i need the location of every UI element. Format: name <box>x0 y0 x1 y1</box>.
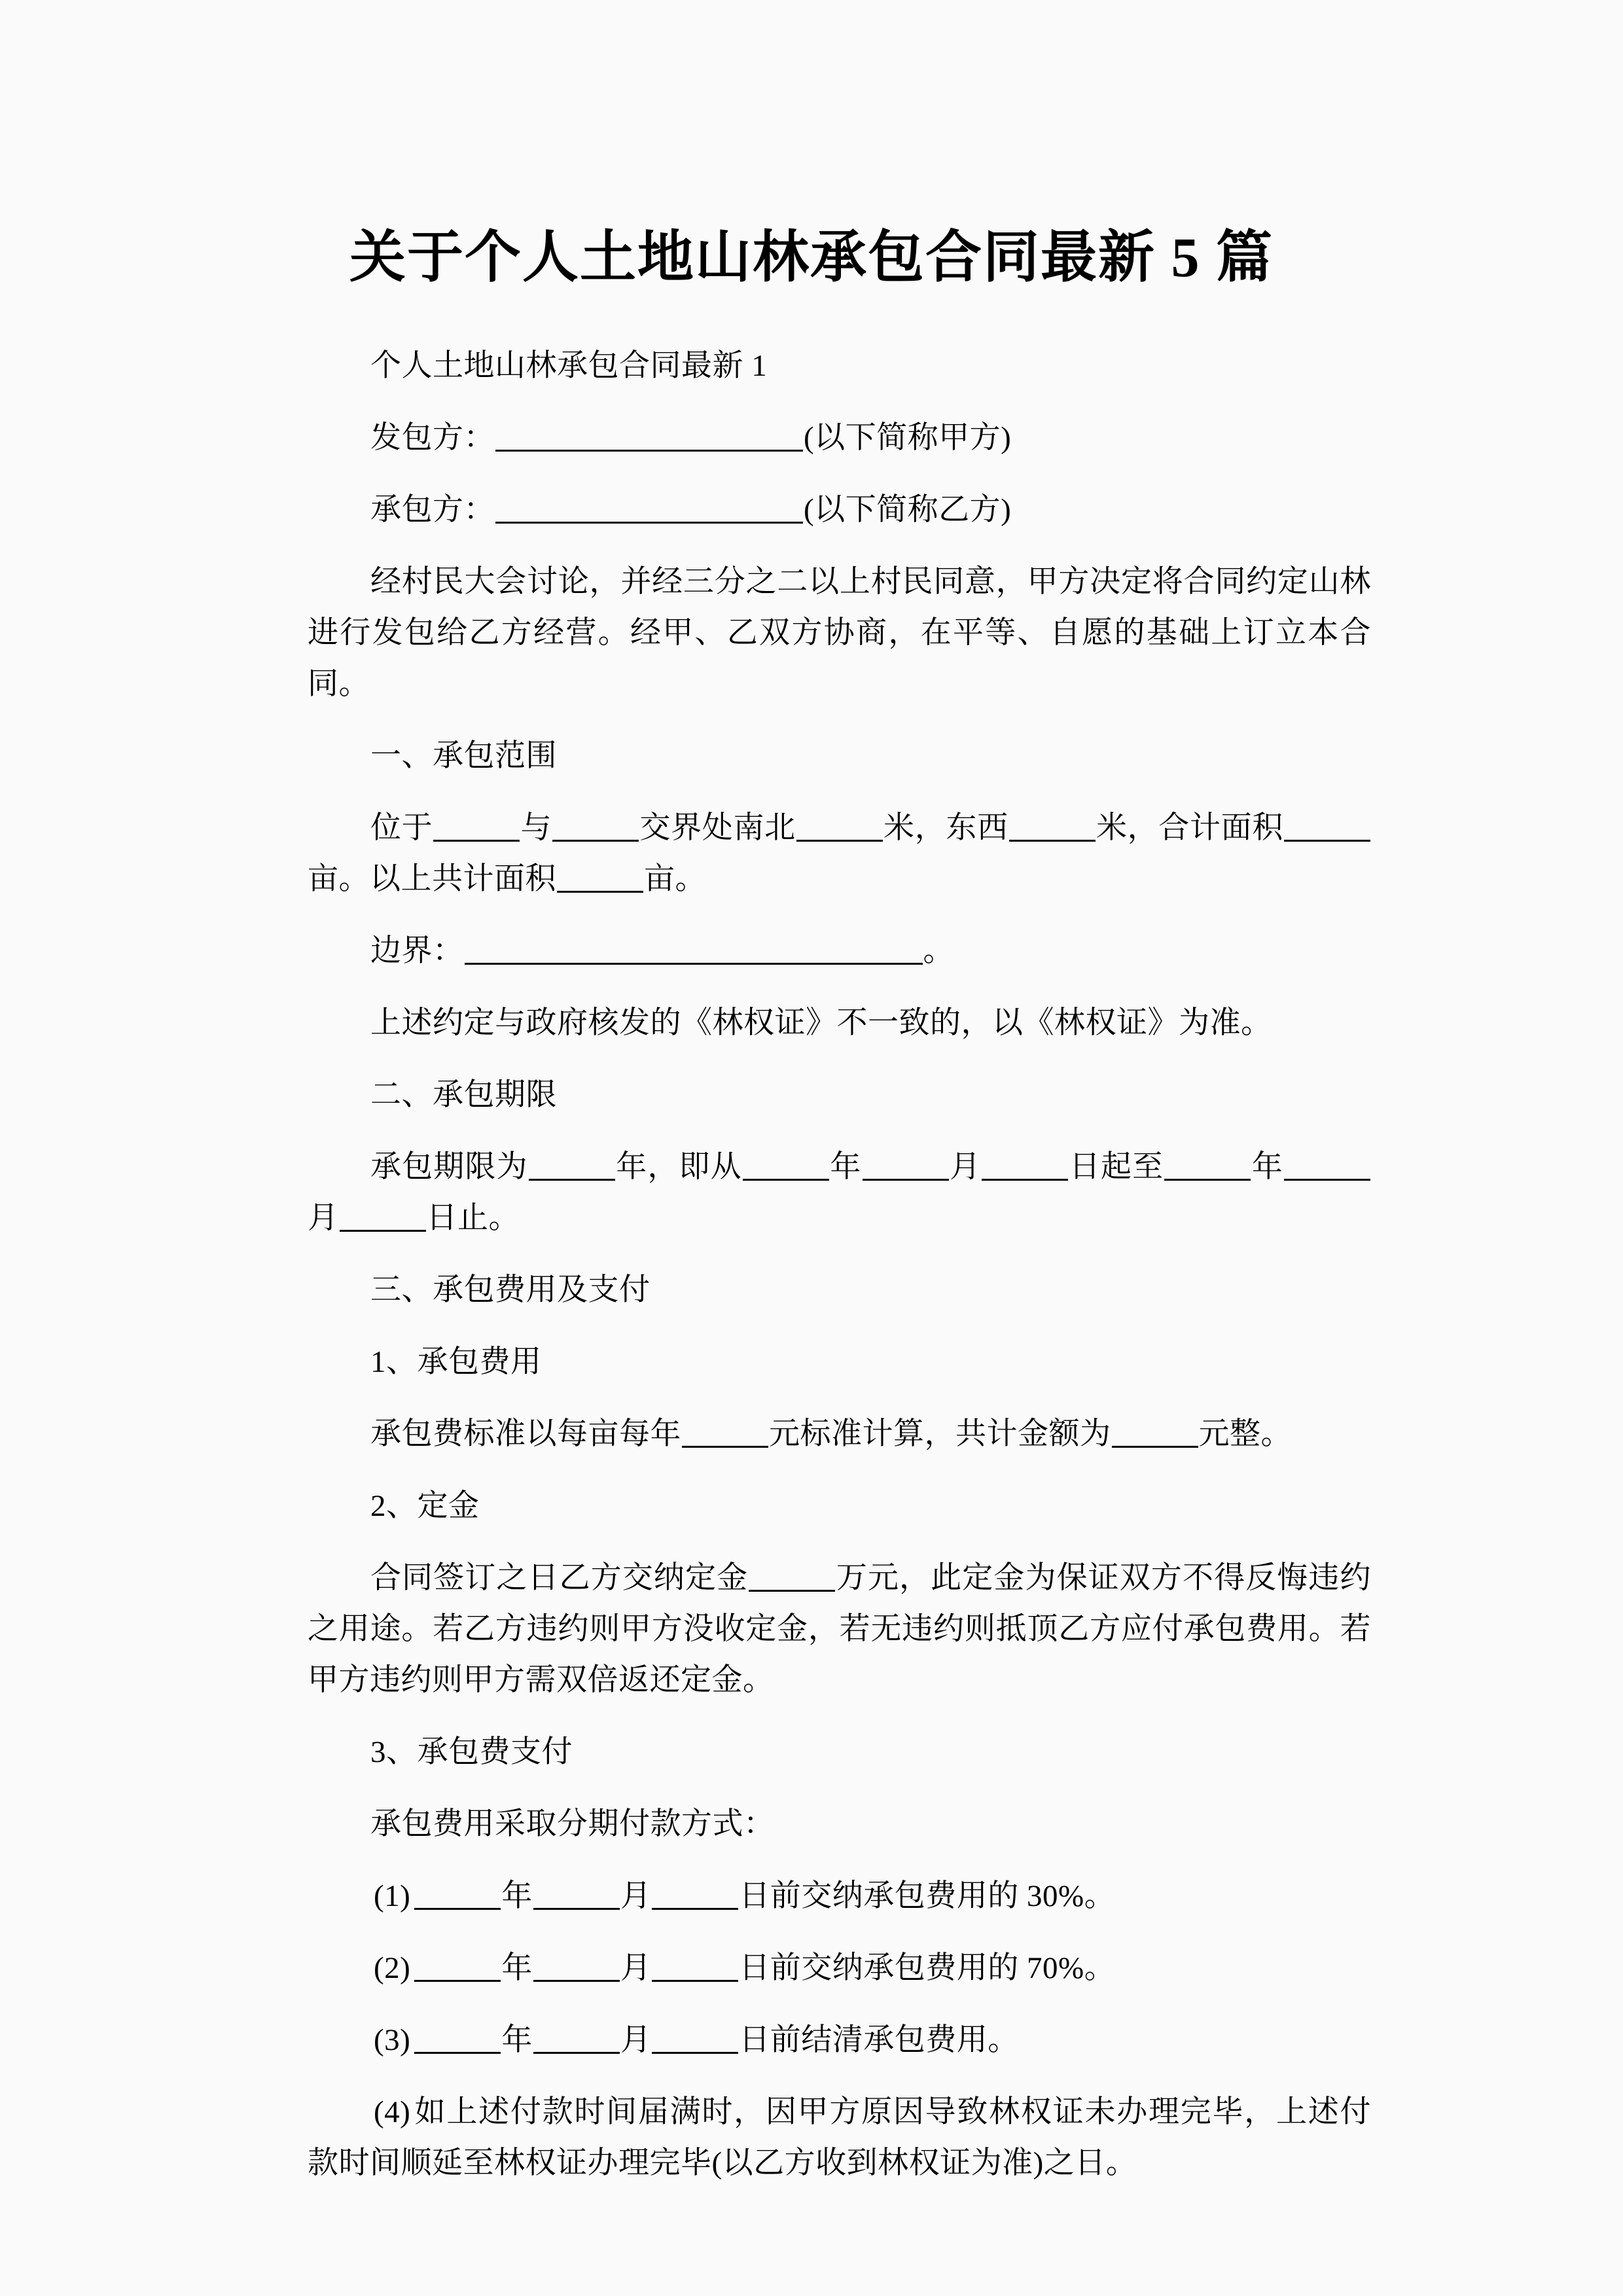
payment-3-blank-year[interactable] <box>414 2023 501 2054</box>
fee-standard-line <box>308 1408 1371 1460</box>
term-blank-end-year[interactable] <box>1164 1150 1251 1181</box>
payment-2-blank-day[interactable] <box>652 1951 738 1982</box>
term-text-8: 日止。 <box>426 1201 520 1235</box>
payment-item-2-marker: (2) <box>374 1951 411 1985</box>
fee-text-3: 元整。 <box>1198 1417 1292 1451</box>
payment-1-text-3: 日前交纳承包费用的 30%。 <box>739 1879 1116 1913</box>
payment-3-text-2: 月 <box>620 2023 652 2057</box>
payment-item-3-marker: (3) <box>374 2023 411 2057</box>
scope-text-2: 与 <box>520 811 552 845</box>
term-text-1: 承包期限为 <box>370 1150 528 1184</box>
term-text-5: 日起至 <box>1069 1150 1164 1184</box>
payment-item-1 <box>308 1871 1371 1922</box>
boundary-blank[interactable] <box>465 934 923 965</box>
term-text-3: 年 <box>829 1150 862 1184</box>
scope-blank-1[interactable] <box>433 811 520 842</box>
term-text-4: 月 <box>949 1150 982 1184</box>
payment-3-blank-month[interactable] <box>533 2023 620 2054</box>
fee-text-2: 元标准计算，共计金额为 <box>769 1417 1111 1451</box>
deposit-blank-amount[interactable] <box>749 1561 835 1592</box>
page-title: 关于个人土地山林承包合同最新 5 篇 <box>349 225 1274 289</box>
preamble-text: 经村民大会讨论，并经三分之二以上村民同意，甲方决定将合同约定山林进行发包给乙方经营。经甲、乙双方协商，在平等、自愿的基础上订立本合同。 <box>308 565 1371 701</box>
section-1-heading-text: 一、承包范围 <box>370 739 557 773</box>
section-3-3-heading <box>308 1727 1371 1778</box>
fee-blank-per-mu[interactable] <box>682 1417 768 1448</box>
payment-item-4-text: 如上述付款时间届满时，因甲方原因导致林权证未办理完毕，上述付款时间顺延至林权证办理完毕(以乙方收到林权证为准)之日。 <box>308 2095 1371 2180</box>
payment-3-blank-day[interactable] <box>652 2023 738 2054</box>
scope-text-7: 亩。 <box>644 862 706 896</box>
payment-1-blank-month[interactable] <box>533 1879 620 1910</box>
section-3-heading-text: 三、承包费用及支付 <box>370 1273 651 1307</box>
section-1-heading <box>308 730 1371 781</box>
payment-2-blank-year[interactable] <box>414 1951 501 1982</box>
term-text-6: 年 <box>1251 1150 1283 1184</box>
boundary-line <box>308 925 1371 977</box>
payment-item-4-marker: (4) <box>374 2095 411 2129</box>
term-blank-end-day[interactable] <box>340 1201 426 1232</box>
payment-item-2 <box>308 1943 1371 1994</box>
payment-item-1-marker: (1) <box>374 1879 411 1913</box>
scope-blank-3[interactable] <box>796 811 883 842</box>
payment-intro <box>308 1799 1371 1850</box>
term-blank-start-year[interactable] <box>743 1150 829 1181</box>
deposit-text-2: 万元，此定金为保证双方不得反悔违约之用途。若乙方违约则甲方没收定金，若无违约则抵顶乙方应付承包费用。若甲方违约则甲方需双倍返还定金。 <box>308 1561 1372 1697</box>
term-text-7: 月 <box>308 1201 339 1235</box>
scope-blank-2[interactable] <box>552 811 639 842</box>
section-3-2-heading <box>308 1480 1371 1532</box>
payment-1-text-1: 年 <box>501 1879 533 1913</box>
boundary-label: 边界： <box>370 934 464 968</box>
payment-3-text-1: 年 <box>501 2023 533 2057</box>
scope-blank-4[interactable] <box>1009 811 1096 842</box>
scope-line <box>308 802 1371 905</box>
scope-blank-6[interactable] <box>557 862 643 893</box>
term-blank-start-month[interactable] <box>863 1150 949 1181</box>
payment-1-text-2: 月 <box>620 1879 652 1913</box>
term-text-2: 年，即从 <box>615 1150 742 1184</box>
party-b-label: 承包方： <box>370 493 495 527</box>
section-3-heading <box>308 1265 1371 1316</box>
scope-text-3: 交界处南北 <box>639 811 796 845</box>
deposit-text-1: 合同签订之日乙方交纳定金 <box>370 1561 749 1595</box>
fee-blank-total[interactable] <box>1112 1417 1198 1448</box>
payment-1-blank-day[interactable] <box>652 1879 738 1910</box>
payment-item-4 <box>308 2087 1371 2189</box>
contract-subtitle-text: 个人土地山林承包合同最新 1 <box>370 349 768 383</box>
scope-blank-5[interactable] <box>1284 811 1370 842</box>
party-b-suffix: (以下简称乙方) <box>804 493 1012 527</box>
payment-1-blank-year[interactable] <box>414 1879 501 1910</box>
section-3-3-heading-text: 3、承包费支付 <box>370 1735 573 1769</box>
term-blank-years[interactable] <box>529 1150 615 1181</box>
section-2-heading-text: 二、承包期限 <box>370 1078 557 1112</box>
scope-text-5: 米，合计面积 <box>1096 811 1284 845</box>
payment-2-text-1: 年 <box>501 1951 533 1985</box>
section-3-1-heading <box>308 1336 1371 1388</box>
forest-cert-note-text: 上述约定与政府核发的《林权证》不一致的，以《林权证》为准。 <box>370 1006 1272 1040</box>
preamble-paragraph <box>308 556 1371 709</box>
party-a-suffix: (以下简称甲方) <box>804 421 1012 455</box>
party-b-line <box>308 484 1371 535</box>
deposit-paragraph <box>308 1552 1371 1706</box>
section-2-heading <box>308 1069 1371 1121</box>
payment-2-text-3: 日前交纳承包费用的 70%。 <box>739 1951 1116 1985</box>
contract-subtitle <box>308 340 1371 391</box>
party-a-line <box>308 412 1371 463</box>
payment-intro-text: 承包费用采取分期付款方式： <box>370 1807 775 1841</box>
party-a-label: 发包方： <box>370 421 495 455</box>
payment-item-3 <box>308 2015 1371 2066</box>
term-blank-start-day[interactable] <box>982 1150 1068 1181</box>
term-line <box>308 1141 1371 1244</box>
scope-text-1: 位于 <box>370 811 433 845</box>
document-body <box>308 340 1371 2210</box>
party-a-blank[interactable] <box>495 421 803 452</box>
boundary-suffix: 。 <box>923 934 954 968</box>
payment-2-text-2: 月 <box>620 1951 652 1985</box>
party-b-blank[interactable] <box>495 493 803 524</box>
section-3-2-heading-text: 2、定金 <box>370 1489 480 1523</box>
forest-cert-note <box>308 997 1371 1049</box>
term-blank-end-month[interactable] <box>1284 1150 1370 1181</box>
scope-text-6: 亩。以上共计面积 <box>308 862 556 896</box>
fee-text-1: 承包费标准以每亩每年 <box>370 1417 681 1451</box>
scope-text-4: 米，东西 <box>883 811 1008 845</box>
section-3-1-heading-text: 1、承包费用 <box>370 1345 542 1379</box>
payment-3-text-3: 日前结清承包费用。 <box>739 2023 1019 2057</box>
payment-2-blank-month[interactable] <box>533 1951 620 1982</box>
